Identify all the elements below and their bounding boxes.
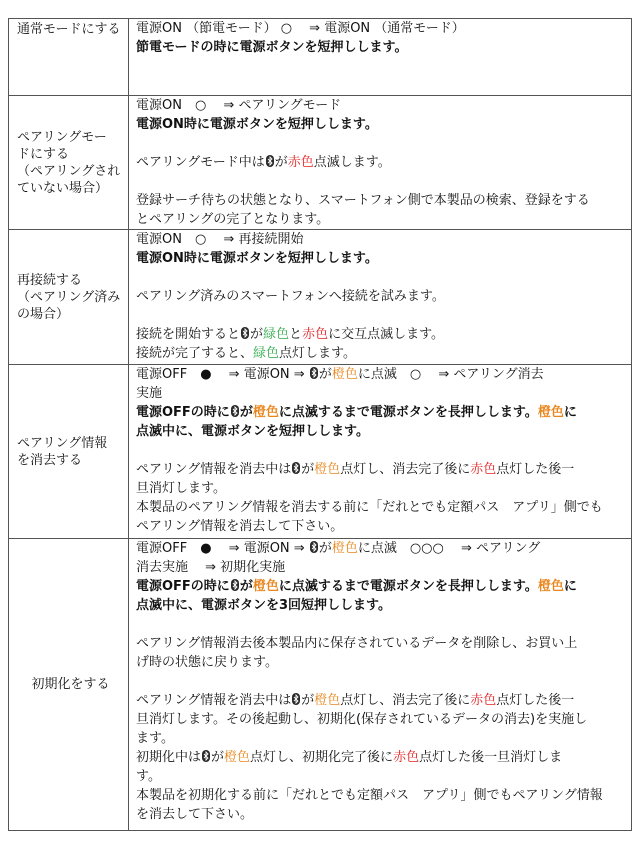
spacer xyxy=(136,172,625,191)
text-segment: に点滅するまで電源ボタンを長押しします。 xyxy=(278,405,538,420)
text-segment: に点滅するまで電源ボタンを長押しします。 xyxy=(278,579,538,594)
row-content-cell xyxy=(129,365,632,539)
color-text-red: 赤色 xyxy=(470,462,497,477)
text-segment: 接続を開始すると xyxy=(136,327,241,342)
text-segment: す。 xyxy=(136,769,161,784)
text-line xyxy=(136,210,625,229)
row-content-cell xyxy=(129,539,632,831)
label-line: （ペアリング済み xyxy=(17,289,121,305)
text-segment: 初期化中は xyxy=(136,750,202,765)
text-segment: 電源ON ○ ⇒ ペアリングモード xyxy=(136,98,342,113)
bluetooth-icon xyxy=(231,405,239,417)
text-segment: が xyxy=(301,462,315,477)
color-text-orange: 橙色 xyxy=(314,462,341,477)
text-segment: 点灯し、初期化完了後に xyxy=(250,750,394,765)
bluetooth-icon xyxy=(310,541,318,553)
text-line xyxy=(136,786,625,805)
color-text-red: 赤色 xyxy=(393,750,420,765)
row-label: 通常モードにする xyxy=(17,22,121,37)
text-line xyxy=(136,634,625,653)
text-segment: 消去実施 ⇒ 初期化実施 xyxy=(136,560,286,575)
spacer xyxy=(136,306,625,325)
text-segment: 点滅します。 xyxy=(313,155,391,170)
text-line xyxy=(136,38,625,57)
color-text-orange: 橙色 xyxy=(537,405,564,420)
table-row-reconnect xyxy=(9,230,632,365)
text-line xyxy=(136,344,625,363)
text-segment: 点灯し、消去完了後に xyxy=(340,693,471,708)
row-label xyxy=(9,433,128,471)
spacer xyxy=(136,134,625,153)
text-line xyxy=(136,422,625,441)
text-segment: が xyxy=(211,750,225,765)
spacer xyxy=(136,672,625,691)
text-line xyxy=(136,539,625,558)
text-segment: ペアリングモード中は xyxy=(136,155,265,170)
text-segment: 点灯した後一 xyxy=(496,693,575,708)
table-row-clear-pairing xyxy=(9,365,632,539)
text-segment: と xyxy=(289,327,303,342)
text-segment: げ時の状態に戻ります。 xyxy=(136,655,278,670)
row-content-cell xyxy=(129,230,632,365)
text-line xyxy=(136,596,625,615)
bluetooth-icon xyxy=(241,327,249,339)
text-segment: が xyxy=(239,579,253,594)
row-content xyxy=(129,365,631,536)
table-row-normal-mode xyxy=(9,19,632,96)
text-line xyxy=(136,115,625,134)
table-row-factory-reset xyxy=(9,539,632,831)
text-segment: が xyxy=(318,541,332,556)
text-line xyxy=(136,191,625,210)
text-segment: 本製品のペアリング情報を消去する前に「だれとでも定額パス アプリ」側でも xyxy=(136,500,603,515)
text-segment: 実施 xyxy=(136,386,163,401)
text-segment: が xyxy=(250,327,264,342)
row-content-cell xyxy=(129,19,632,96)
row-label-cell xyxy=(9,19,129,96)
color-text-orange: 橙色 xyxy=(537,579,564,594)
row-content xyxy=(129,19,631,57)
text-segment: 点滅中に、電源ボタンを短押しします。 xyxy=(136,424,369,439)
row-label-cell xyxy=(9,365,129,539)
label-line: ペアリングモー xyxy=(17,129,107,145)
text-line xyxy=(136,710,625,729)
text-line xyxy=(136,767,625,786)
text-segment: 点滅中に、電源ボタンを3回短押しします。 xyxy=(136,598,392,613)
text-line xyxy=(136,691,625,710)
text-segment: 電源OFF ● ⇒ 電源ON ⇒ xyxy=(136,367,309,382)
text-segment: ペアリング情報消去後本製品内に保存されているデータを削除し、お買い上 xyxy=(136,636,578,651)
bluetooth-icon xyxy=(202,750,210,762)
text-segment: に交互点滅します。 xyxy=(328,327,445,342)
text-segment: を消去して下さい。 xyxy=(136,807,254,822)
text-segment: ペアリング情報を消去中は xyxy=(136,462,292,477)
text-segment: 電源OFFの時に xyxy=(136,579,230,594)
row-label: 初期化をする xyxy=(31,677,110,692)
text-segment: 本製品を初期化する前に「だれとでも定額パス アプリ」側でもペアリング情報 xyxy=(136,788,603,803)
text-segment: 電源ON ○ ⇒ 再接続開始 xyxy=(136,232,304,247)
color-text-orange: 橙色 xyxy=(224,750,251,765)
color-text-orange: 橙色 xyxy=(314,693,341,708)
text-line xyxy=(136,748,625,767)
text-line xyxy=(136,517,625,536)
color-text-orange: 橙色 xyxy=(331,367,358,382)
text-segment: 節電モードの時に電源ボタンを短押しします。 xyxy=(136,40,408,55)
text-line xyxy=(136,96,625,115)
row-label xyxy=(9,270,128,325)
bluetooth-icon xyxy=(231,579,239,591)
text-line xyxy=(136,153,625,172)
text-line xyxy=(136,498,625,517)
label-line: ドにする xyxy=(17,146,70,162)
text-segment: が xyxy=(318,367,332,382)
text-segment: 点灯した後一 xyxy=(496,462,575,477)
text-line xyxy=(136,287,625,306)
text-line xyxy=(136,249,625,268)
text-line xyxy=(136,460,625,479)
text-segment: 電源OFFの時に xyxy=(136,405,230,420)
text-segment: 電源OFF ● ⇒ 電源ON ⇒ xyxy=(136,541,309,556)
color-text-red: 赤色 xyxy=(470,693,497,708)
bluetooth-icon xyxy=(292,693,300,705)
label-line: ていない場合） xyxy=(17,180,109,196)
spacer xyxy=(136,441,625,460)
text-segment: とペアリングの完了となります。 xyxy=(136,212,330,227)
text-line xyxy=(136,365,625,384)
row-content xyxy=(129,539,631,824)
text-segment: ペアリング情報を消去中は xyxy=(136,693,292,708)
text-line xyxy=(136,653,625,672)
color-text-red: 赤色 xyxy=(302,327,329,342)
text-line xyxy=(136,325,625,344)
row-label-cell xyxy=(9,539,129,831)
text-segment: が xyxy=(301,693,315,708)
table-row-pairing-mode xyxy=(9,96,632,230)
label-line: （ペアリングされ xyxy=(17,163,121,179)
text-line xyxy=(136,805,625,824)
label-line: を消去する xyxy=(17,452,83,468)
bluetooth-icon xyxy=(310,367,318,379)
color-text-orange: 橙色 xyxy=(252,579,279,594)
text-segment: 旦消灯します。 xyxy=(136,481,226,496)
row-content xyxy=(129,96,631,229)
text-segment: に xyxy=(563,405,577,420)
row-label xyxy=(9,127,128,199)
text-line xyxy=(136,577,625,596)
text-segment: に xyxy=(563,579,577,594)
text-line xyxy=(136,403,625,422)
text-segment: 電源ON （節電モード） ○ ⇒ 電源ON （通常モード） xyxy=(136,21,465,36)
label-line: ペアリング情報 xyxy=(17,435,108,451)
text-segment: 旦消灯します。その後起動し、初期化(保存されているデータの消去)を実施し xyxy=(136,712,588,727)
row-content-cell xyxy=(129,96,632,230)
text-segment: 点灯した後一旦消灯しま xyxy=(419,750,563,765)
text-segment: 電源ON時に電源ボタンを短押しします。 xyxy=(136,251,378,266)
text-segment: ペアリング済みのスマートフォンへ接続を試みます。 xyxy=(136,289,445,304)
text-line xyxy=(136,558,625,577)
color-text-orange: 橙色 xyxy=(252,405,279,420)
text-segment: が xyxy=(274,155,288,170)
label-line: の場合） xyxy=(17,306,70,322)
text-segment: が xyxy=(239,405,253,420)
text-segment: ます。 xyxy=(136,731,174,746)
text-segment: 点灯し、消去完了後に xyxy=(340,462,471,477)
row-content xyxy=(129,230,631,363)
text-line xyxy=(136,729,625,748)
text-segment: に点滅 ○ ⇒ ペアリング消去 xyxy=(357,367,544,382)
text-segment: 電源ON時に電源ボタンを短押しします。 xyxy=(136,117,378,132)
text-segment: に点滅 ○○○ ⇒ ペアリング xyxy=(357,541,541,556)
color-text-green: 緑色 xyxy=(253,346,280,361)
text-segment: 登録サーチ待ちの状態となり、スマートフォン側で本製品の検索、登録をする xyxy=(136,193,590,208)
color-text-red: 赤色 xyxy=(287,155,314,170)
text-segment: 接続が完了すると、 xyxy=(136,346,254,361)
text-line xyxy=(136,19,625,38)
row-label-cell xyxy=(9,96,129,230)
spacer xyxy=(136,268,625,287)
color-text-orange: 橙色 xyxy=(331,541,358,556)
color-text-green: 緑色 xyxy=(263,327,290,342)
text-line xyxy=(136,230,625,249)
bluetooth-icon xyxy=(292,462,300,474)
text-segment: 点灯します。 xyxy=(279,346,356,361)
label-line: 再接続する xyxy=(17,272,83,288)
text-segment: ペアリング情報を消去して下さい。 xyxy=(136,519,344,534)
row-label-cell xyxy=(9,230,129,365)
instruction-table xyxy=(8,18,632,831)
text-line xyxy=(136,479,625,498)
spacer xyxy=(136,615,625,634)
bluetooth-icon xyxy=(266,155,274,167)
text-line xyxy=(136,384,625,403)
